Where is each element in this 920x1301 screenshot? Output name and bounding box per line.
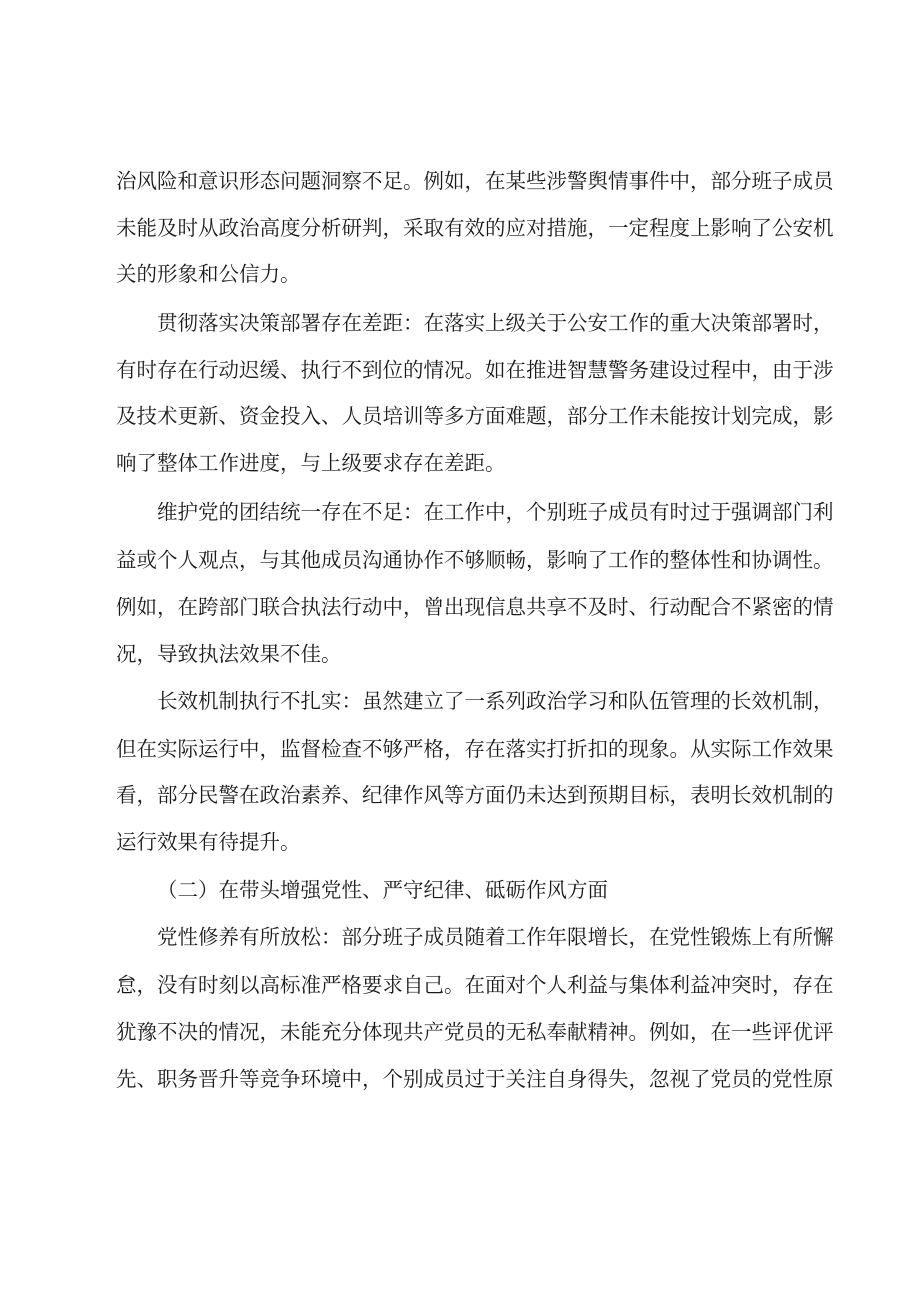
paragraph-line: 党性修养有所放松：部分班子成员随着工作年限增长，在党性锻炼上有所懈	[157, 925, 834, 949]
section-heading: （二）在带头增强党性、严守纪律、砥砺作风方面	[157, 878, 608, 902]
paragraph-line: 例如，在跨部门联合执法行动中，曾出现信息共享不及时、行动配合不紧密的情	[116, 595, 834, 619]
paragraph-line: 贯彻落实决策部署存在差距：在落实上级关于公安工作的重大决策部署时，	[157, 311, 834, 335]
paragraph-line: 响了整体工作进度，与上级要求存在差距。	[116, 451, 506, 475]
paragraph-line: 怠，没有时刻以高标准严格要求自己。在面对个人利益与集体利益冲突时，存在	[116, 973, 834, 997]
paragraph-line: 长效机制执行不扎实：虽然建立了一系列政治学习和队伍管理的长效机制，	[157, 689, 834, 713]
paragraph-line: 及技术更新、资金投入、人员培训等多方面难题，部分工作未能按计划完成，影	[116, 404, 834, 428]
paragraph-line: 未能及时从政治高度分析研判，采取有效的应对措施，一定程度上影响了公安机	[116, 216, 834, 240]
paragraph-line: 治风险和意识形态问题洞察不足。例如，在某些涉警舆情事件中，部分班子成员	[116, 169, 834, 193]
paragraph-line: 运行效果有待提升。	[116, 830, 301, 854]
paragraph-line: 先、职务晋升等竞争环境中，个别成员过于关注自身得失，忽视了党员的党性原	[116, 1067, 834, 1091]
paragraph-line: 看，部分民警在政治素养、纪律作风等方面仍未达到预期目标，表明长效机制的	[116, 783, 834, 807]
paragraph-line: 关的形象和公信力。	[116, 262, 301, 286]
paragraph-line: 况，导致执法效果不佳。	[116, 642, 342, 666]
paragraph-line: 犹豫不决的情况，未能充分体现共产党员的无私奉献精神。例如，在一些评优评	[116, 1020, 834, 1044]
paragraph-line: 有时存在行动迟缓、执行不到位的情况。如在推进智慧警务建设过程中，由于涉	[116, 358, 834, 382]
paragraph-line: 维护党的团结统一存在不足：在工作中，个别班子成员有时过于强调部门利	[157, 500, 834, 524]
paragraph-line: 益或个人观点，与其他成员沟通协作不够顺畅，影响了工作的整体性和协调性。	[116, 548, 834, 572]
paragraph-line: 但在实际运行中，监督检查不够严格，存在落实打折扣的现象。从实际工作效果	[116, 737, 834, 761]
